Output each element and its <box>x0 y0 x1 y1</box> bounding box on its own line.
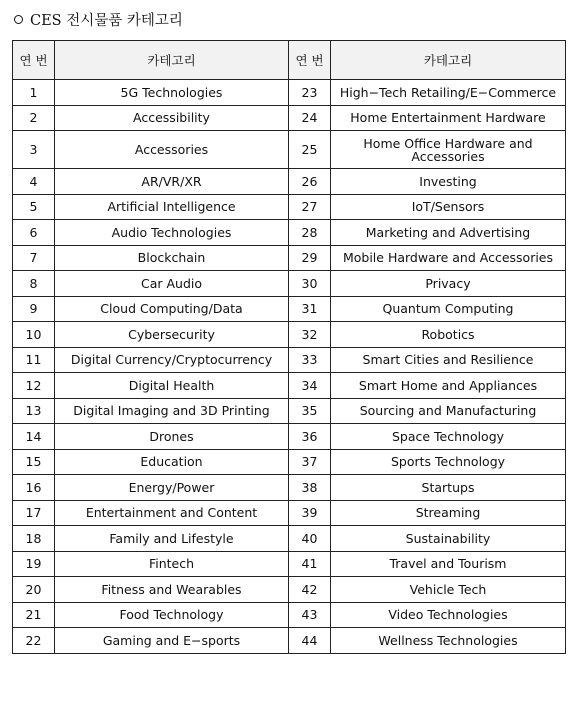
category-right: Marketing and Advertising <box>331 220 566 246</box>
row-number-left: 11 <box>13 347 55 373</box>
category-right: Sustainability <box>331 526 566 552</box>
category-right: Home Entertainment Hardware <box>331 105 566 131</box>
row-number-right: 29 <box>289 245 331 271</box>
header-category-right: 카테고리 <box>331 41 566 80</box>
row-number-right: 30 <box>289 271 331 297</box>
table-row <box>13 322 566 348</box>
header-number-right: 연 번 <box>289 41 331 80</box>
page-title: CES 전시물품 카테고리 <box>30 12 183 29</box>
table-row <box>13 169 566 195</box>
category-right: Smart Home and Appliances <box>331 373 566 399</box>
category-right: Robotics <box>331 322 566 348</box>
category-right: Streaming <box>331 500 566 526</box>
category-left: Food Technology <box>55 602 289 628</box>
category-right: Mobile Hardware and Accessories <box>331 245 566 271</box>
category-right: High−Tech Retailing/E−Commerce <box>331 80 566 106</box>
table-row <box>13 194 566 220</box>
table-row <box>13 131 566 169</box>
category-left: Car Audio <box>55 271 289 297</box>
table-row <box>13 449 566 475</box>
row-number-right: 33 <box>289 347 331 373</box>
table-row <box>13 271 566 297</box>
row-number-left: 2 <box>13 105 55 131</box>
category-right: Travel and Tourism <box>331 551 566 577</box>
table-row <box>13 628 566 654</box>
header-number-left: 연 번 <box>13 41 55 80</box>
category-left: Cloud Computing/Data <box>55 296 289 322</box>
row-number-right: 37 <box>289 449 331 475</box>
category-left: 5G Technologies <box>55 80 289 106</box>
row-number-right: 35 <box>289 398 331 424</box>
category-left: Entertainment and Content <box>55 500 289 526</box>
category-right: Space Technology <box>331 424 566 450</box>
row-number-left: 20 <box>13 577 55 603</box>
category-left: Accessibility <box>55 105 289 131</box>
row-number-left: 22 <box>13 628 55 654</box>
row-number-right: 27 <box>289 194 331 220</box>
row-number-left: 5 <box>13 194 55 220</box>
row-number-left: 17 <box>13 500 55 526</box>
table-row <box>13 347 566 373</box>
category-right: Wellness Technologies <box>331 628 566 654</box>
category-right: Vehicle Tech <box>331 577 566 603</box>
row-number-right: 40 <box>289 526 331 552</box>
row-number-left: 15 <box>13 449 55 475</box>
row-number-right: 31 <box>289 296 331 322</box>
row-number-left: 1 <box>13 80 55 106</box>
row-number-right: 23 <box>289 80 331 106</box>
header-category-left: 카테고리 <box>55 41 289 80</box>
category-left: Digital Currency/Cryptocurrency <box>55 347 289 373</box>
category-left: Fitness and Wearables <box>55 577 289 603</box>
row-number-right: 42 <box>289 577 331 603</box>
category-right: Startups <box>331 475 566 501</box>
category-left: Digital Health <box>55 373 289 399</box>
table-row <box>13 424 566 450</box>
table-header-row <box>13 41 566 80</box>
table-row <box>13 220 566 246</box>
category-right: IoT/Sensors <box>331 194 566 220</box>
hollow-circle-bullet-icon <box>14 15 23 24</box>
row-number-left: 7 <box>13 245 55 271</box>
table-row <box>13 398 566 424</box>
row-number-right: 39 <box>289 500 331 526</box>
table-row <box>13 475 566 501</box>
row-number-right: 28 <box>289 220 331 246</box>
row-number-left: 3 <box>13 131 55 169</box>
table-row <box>13 602 566 628</box>
row-number-right: 34 <box>289 373 331 399</box>
row-number-left: 8 <box>13 271 55 297</box>
table-row <box>13 526 566 552</box>
table-row <box>13 105 566 131</box>
row-number-left: 10 <box>13 322 55 348</box>
category-right: Video Technologies <box>331 602 566 628</box>
category-left: Education <box>55 449 289 475</box>
table-row <box>13 373 566 399</box>
category-left: Audio Technologies <box>55 220 289 246</box>
category-right: Quantum Computing <box>331 296 566 322</box>
table-row <box>13 551 566 577</box>
table-row <box>13 500 566 526</box>
category-left: AR/VR/XR <box>55 169 289 195</box>
category-table <box>12 40 566 654</box>
category-right: Sourcing and Manufacturing <box>331 398 566 424</box>
row-number-left: 6 <box>13 220 55 246</box>
row-number-left: 4 <box>13 169 55 195</box>
row-number-left: 19 <box>13 551 55 577</box>
row-number-left: 13 <box>13 398 55 424</box>
category-left: Gaming and E−sports <box>55 628 289 654</box>
category-left: Drones <box>55 424 289 450</box>
category-left: Artificial Intelligence <box>55 194 289 220</box>
table-row <box>13 577 566 603</box>
category-right: Investing <box>331 169 566 195</box>
row-number-left: 21 <box>13 602 55 628</box>
row-number-right: 24 <box>289 105 331 131</box>
row-number-right: 26 <box>289 169 331 195</box>
document-heading <box>14 8 183 30</box>
category-left: Digital Imaging and 3D Printing <box>55 398 289 424</box>
category-right: Sports Technology <box>331 449 566 475</box>
table-row <box>13 296 566 322</box>
category-left: Fintech <box>55 551 289 577</box>
category-left: Blockchain <box>55 245 289 271</box>
row-number-right: 38 <box>289 475 331 501</box>
row-number-right: 36 <box>289 424 331 450</box>
row-number-left: 9 <box>13 296 55 322</box>
row-number-right: 44 <box>289 628 331 654</box>
category-right: Home Office Hardware and Accessories <box>331 131 566 169</box>
row-number-right: 41 <box>289 551 331 577</box>
category-left: Accessories <box>55 131 289 169</box>
row-number-left: 16 <box>13 475 55 501</box>
category-left: Family and Lifestyle <box>55 526 289 552</box>
row-number-right: 32 <box>289 322 331 348</box>
row-number-left: 14 <box>13 424 55 450</box>
category-right: Smart Cities and Resilience <box>331 347 566 373</box>
category-right: Privacy <box>331 271 566 297</box>
table-row <box>13 80 566 106</box>
row-number-right: 43 <box>289 602 331 628</box>
category-left: Cybersecurity <box>55 322 289 348</box>
category-left: Energy/Power <box>55 475 289 501</box>
row-number-left: 12 <box>13 373 55 399</box>
row-number-left: 18 <box>13 526 55 552</box>
row-number-right: 25 <box>289 131 331 169</box>
table-row <box>13 245 566 271</box>
